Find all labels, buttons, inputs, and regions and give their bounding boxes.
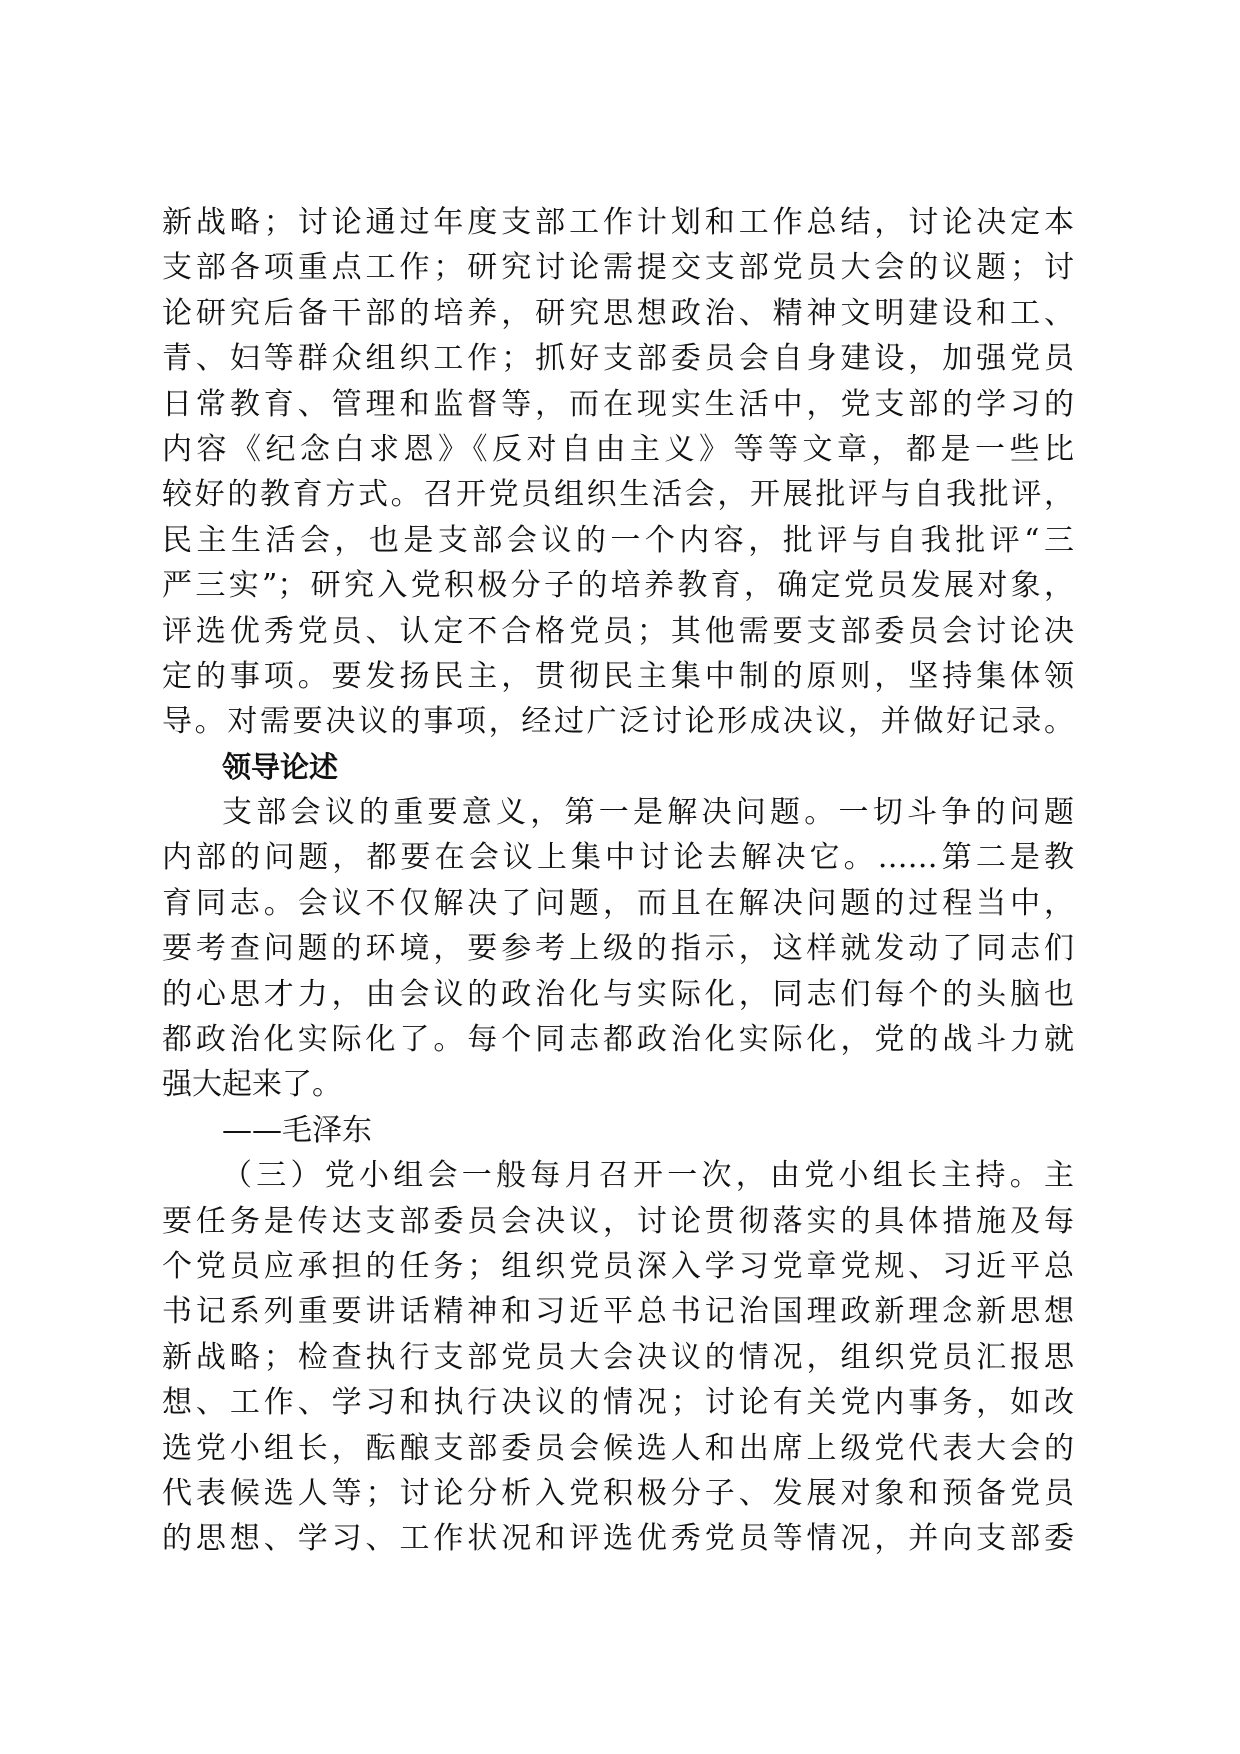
text-line: 的心思才力，由会议的政治化与实际化，同志们每个的头脑也 (162, 976, 1074, 1012)
text-line: 个党员应承担的任务；组织党员深入学习党章党规、习近平总 (162, 1248, 1074, 1284)
text-line: 评选优秀党员、认定不合格党员；其他需要支部委员会讨论决 (162, 613, 1074, 649)
text-line: 代表候选人等；讨论分析入党积极分子、发展对象和预备党员 (162, 1475, 1074, 1511)
paragraph-party-group-meeting (162, 1153, 1074, 1562)
text-line: 书记系列重要讲话精神和习近平总书记治国理政新理念新思想 (162, 1294, 1074, 1330)
text-line: 日常教育、管理和监督等，而在现实生活中，党支部的学习的 (162, 386, 1074, 422)
text-line: 内部的问题，都要在会议上集中讨论去解决它。……第二是教 (162, 840, 1074, 876)
text-line: 导。对需要决议的事项，经过广泛讨论形成决议，并做好记录。 (162, 704, 1074, 740)
text-line: 支部会议的重要意义，第一是解决问题。一切斗争的问题 (222, 795, 1074, 831)
text-line: 选党小组长，酝酿支部委员会候选人和出席上级党代表大会的 (162, 1430, 1074, 1466)
text-line: 定的事项。要发扬民主，贯彻民主集中制的原则，坚持集体领 (162, 658, 1074, 694)
text-line: 青、妇等群众组织工作；抓好支部委员会自身建设，加强党员 (162, 341, 1074, 377)
text-line: 想、工作、学习和执行决议的情况；讨论有关党内事务，如改 (162, 1385, 1074, 1421)
text-line: （三）党小组会一般每月召开一次，由党小组长主持。主 (222, 1158, 1074, 1194)
text-line: 论研究后备干部的培养，研究思想政治、精神文明建设和工、 (162, 295, 1074, 331)
text-line: 内容《纪念白求恩》《反对自由主义》等等文章，都是一些比 (162, 431, 1074, 467)
text-line: 严三实”；研究入党积极分子的培养教育，确定党员发展对象， (162, 568, 1074, 604)
quote-paragraph (162, 790, 1074, 1108)
text-line: 新战略；讨论通过年度支部工作计划和工作总结，讨论决定本 (162, 205, 1074, 240)
text-line: 强大起来了。 (162, 1067, 342, 1103)
text-line: 支部各项重点工作；研究讨论需提交支部党员大会的议题；讨 (162, 250, 1074, 286)
text-line: 新战略；检查执行支部党员大会决议的情况，组织党员汇报思 (162, 1339, 1074, 1375)
text-line: 的思想、学习、工作状况和评选优秀党员等情况，并向支部委 (162, 1521, 1074, 1557)
paragraph-party-branch-committee (162, 200, 1074, 745)
quote-attribution: ——毛泽东 (222, 1112, 372, 1148)
text-line: 较好的教育方式。召开党员组织生活会，开展批评与自我批评， (162, 477, 1074, 513)
text-line: 都政治化实际化了。每个同志都政治化实际化，党的战斗力就 (162, 1022, 1074, 1058)
text-line: 育同志。会议不仅解决了问题，而且在解决问题的过程当中， (162, 885, 1074, 921)
section-heading: 领导论述 (222, 749, 339, 784)
document-page (162, 200, 1074, 1562)
text-line: 要任务是传达支部委员会决议，讨论贯彻落实的具体措施及每 (162, 1203, 1074, 1239)
text-line: 民主生活会，也是支部会议的一个内容，批评与自我批评“三 (162, 522, 1074, 558)
text-line: 要考查问题的环境，要参考上级的指示，这样就发动了同志们 (162, 931, 1074, 967)
